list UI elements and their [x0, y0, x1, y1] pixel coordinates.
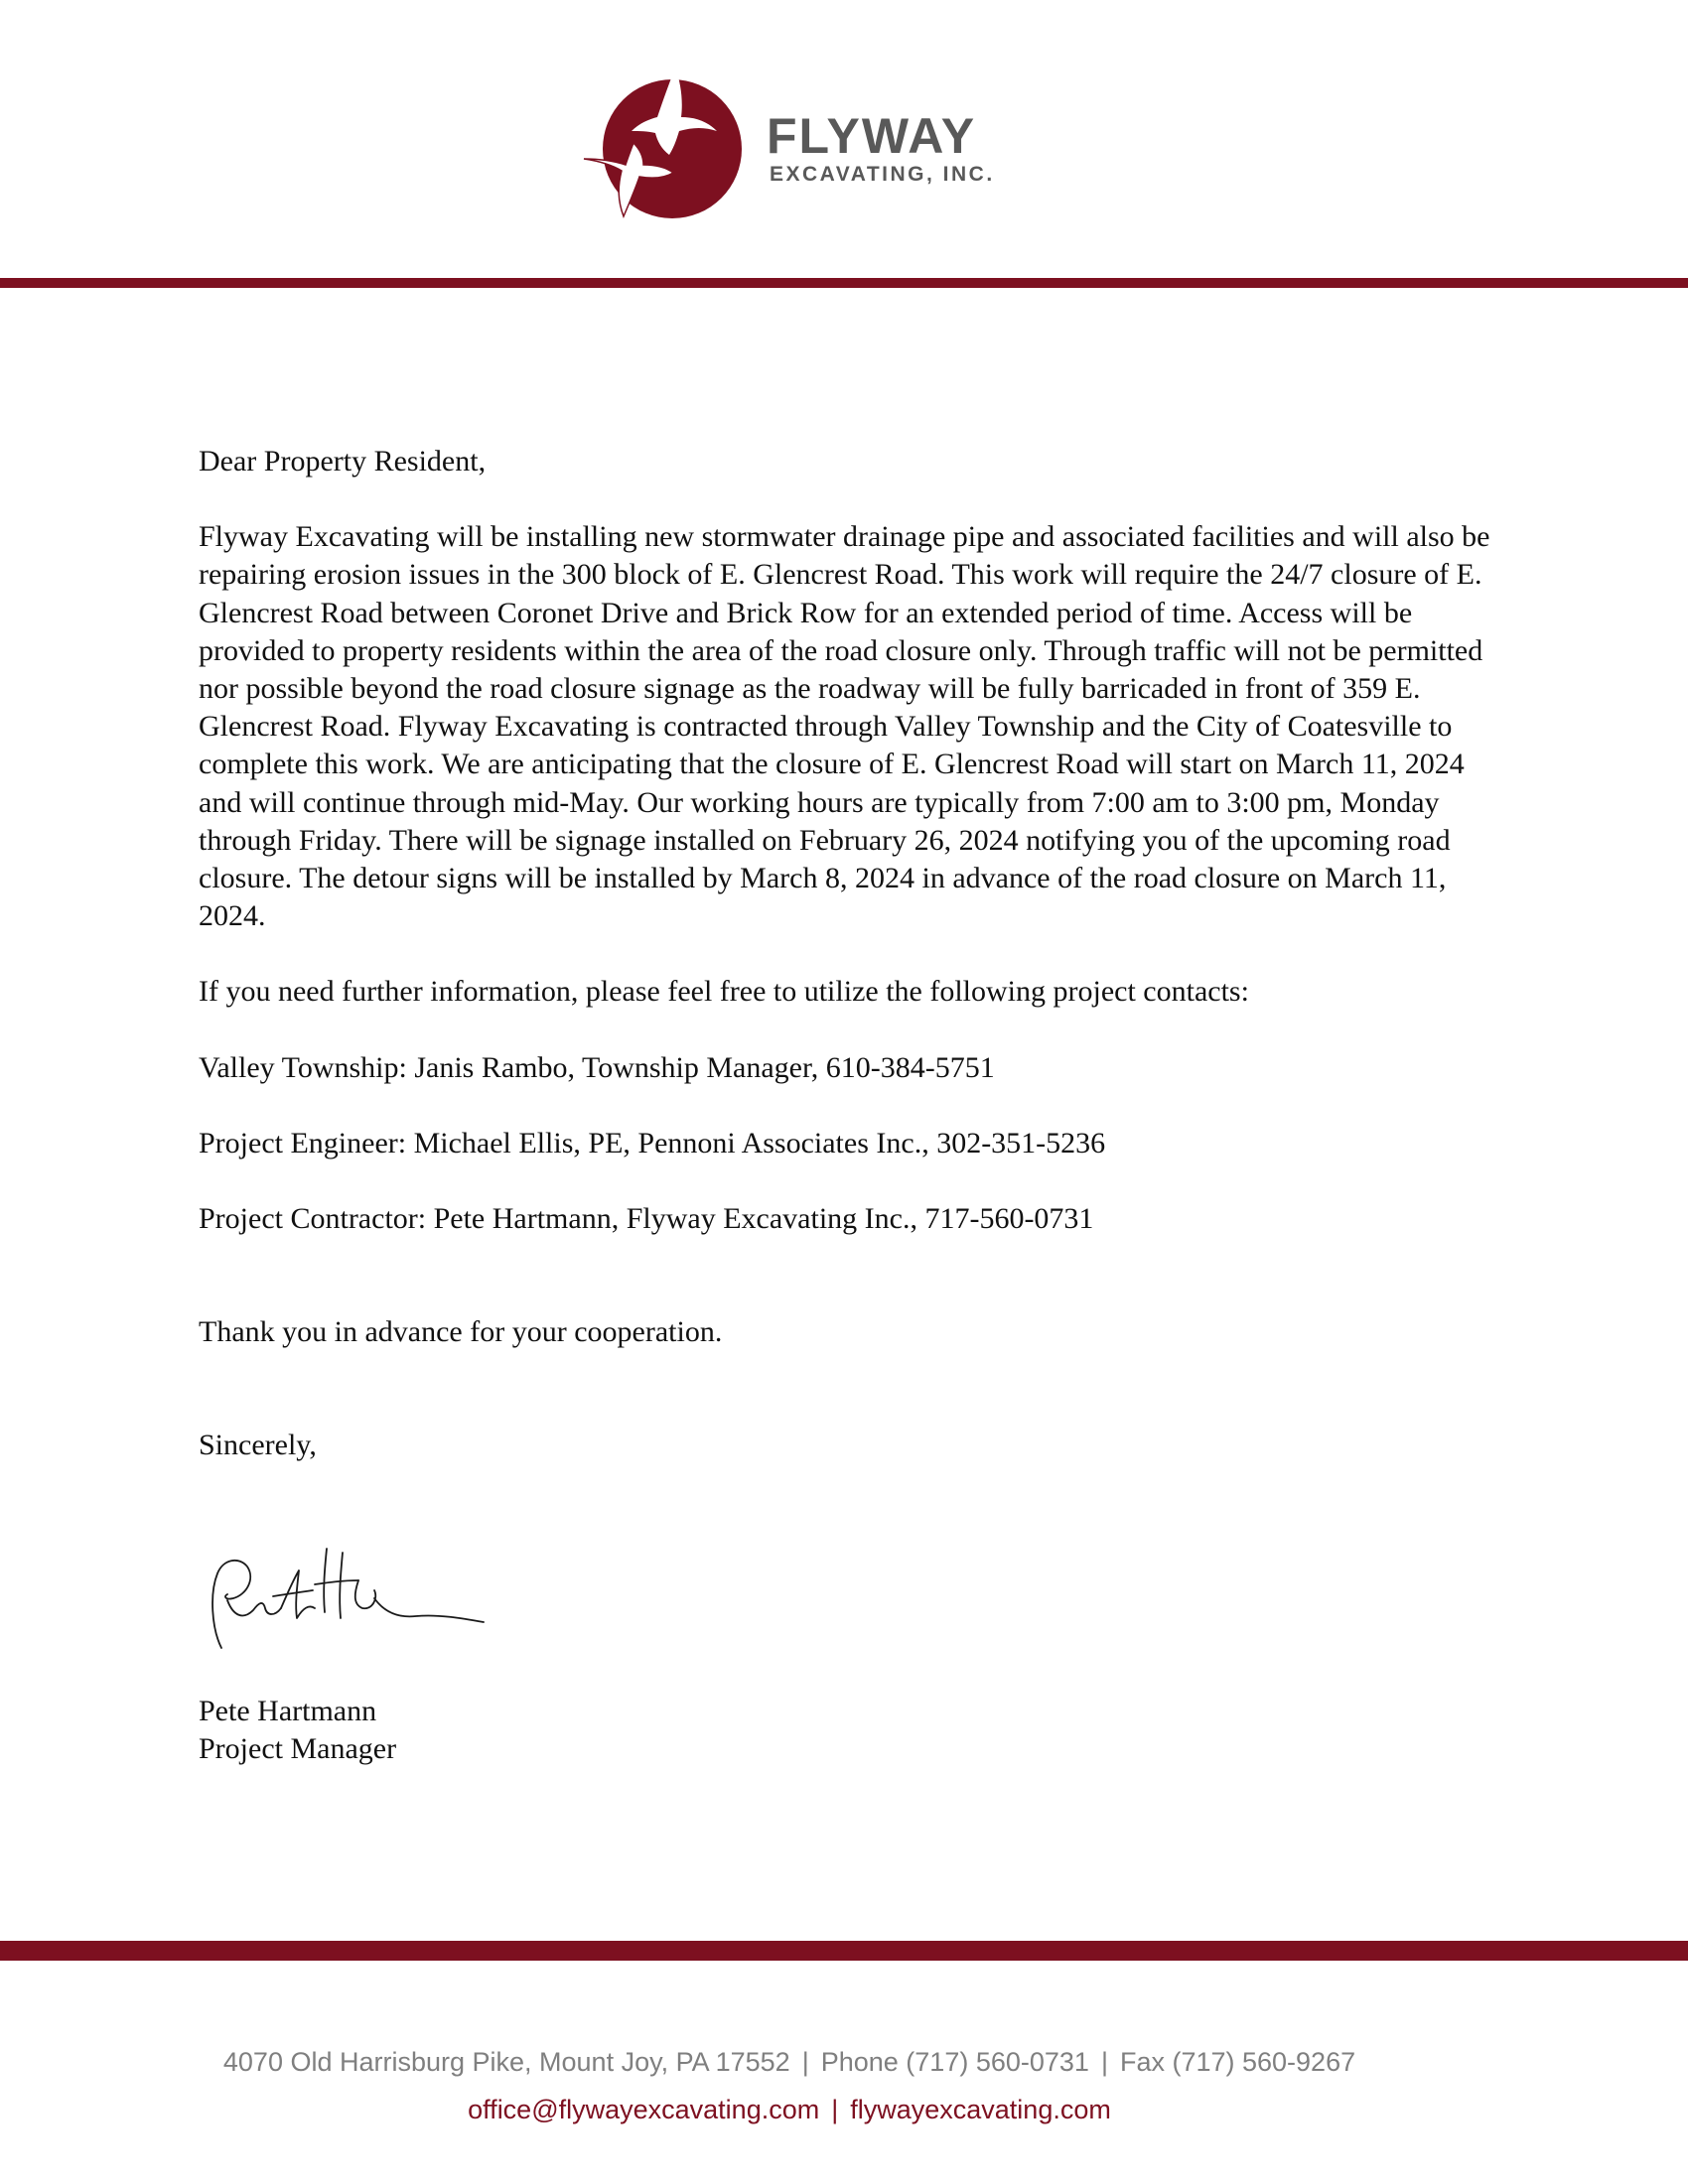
company-logo	[578, 62, 1035, 230]
footer-separator: |	[801, 2047, 809, 2077]
closing: Sincerely,	[199, 1429, 317, 1462]
footer-phone: Phone (717) 560-0731	[820, 2047, 1089, 2077]
footer-web-line	[0, 2095, 1579, 2125]
letter-body	[199, 443, 1499, 1465]
contact-contractor: Project Contractor: Pete Hartmann, Flyway Excavating Inc., 717-560-0731	[199, 1202, 1094, 1236]
footer-separator: |	[1100, 2047, 1108, 2077]
signer-name: Pete Hartmann	[199, 1695, 377, 1727]
thanks-line: Thank you in advance for your cooperation.	[199, 1315, 723, 1349]
footer-separator: |	[831, 2095, 839, 2124]
contacts-intro: If you need further information, please feel free to utilize the following project contacts:	[199, 975, 1249, 1009]
flying-geese-logo-icon	[578, 62, 747, 230]
signer-block	[199, 1693, 396, 1768]
contact-engineer: Project Engineer: Michael Ellis, PE, Pennoni Associates Inc., 302-351-5236	[199, 1126, 1106, 1160]
footer-fax: Fax (717) 560-9267	[1119, 2047, 1356, 2077]
header-divider	[0, 278, 1688, 288]
company-name: FLYWAY	[767, 108, 977, 164]
signer-title: Project Manager	[199, 1732, 397, 1766]
contact-township: Valley Township: Janis Rambo, Township Manager, 610-384-5751	[199, 1050, 995, 1084]
footer-divider	[0, 1941, 1688, 1961]
footer-website-link[interactable]: flywayexcavating.com	[850, 2095, 1111, 2124]
company-subtitle: EXCAVATING, INC.	[770, 163, 995, 186]
handwritten-signature	[204, 1539, 492, 1658]
footer-email-link[interactable]: office@flywayexcavating.com	[468, 2095, 820, 2124]
body-paragraph: Flyway Excavating will be installing new stormwater drainage pipe and associated facilities and will also be repairing erosion issues in the 300 block of E. Glencrest Road. This work will require the 24/7 closure of E. Glencrest Road between Coronet Drive and Brick Row for an extended period of time. Access will be provided to property residents within the area of the road closure only. Through traffic will not be permitted nor possible beyond the road closure signage as the roadway will be fully barricaded in front of 359 E. Glencrest Road. Flyway Excavating is contracted through Valley Township and the City of Coatesville to complete this work. We are anticipating that the closure of E. Glencrest Road will start on March 11, 2024 and will continue through mid-May. Our working hours are typically from 7:00 am to 3:00 pm, Monday through Friday. There will be signage installed on February 26, 2024 notifying you of the upcoming road closure. The detour signs will be installed by March 8, 2024 in advance of the road closure on March 11, 2024.	[199, 520, 1490, 933]
footer-address: 4070 Old Harrisburg Pike, Mount Joy, PA 17552	[222, 2047, 790, 2077]
footer-contact-line	[0, 2047, 1579, 2078]
greeting: Dear Property Resident,	[199, 445, 487, 478]
